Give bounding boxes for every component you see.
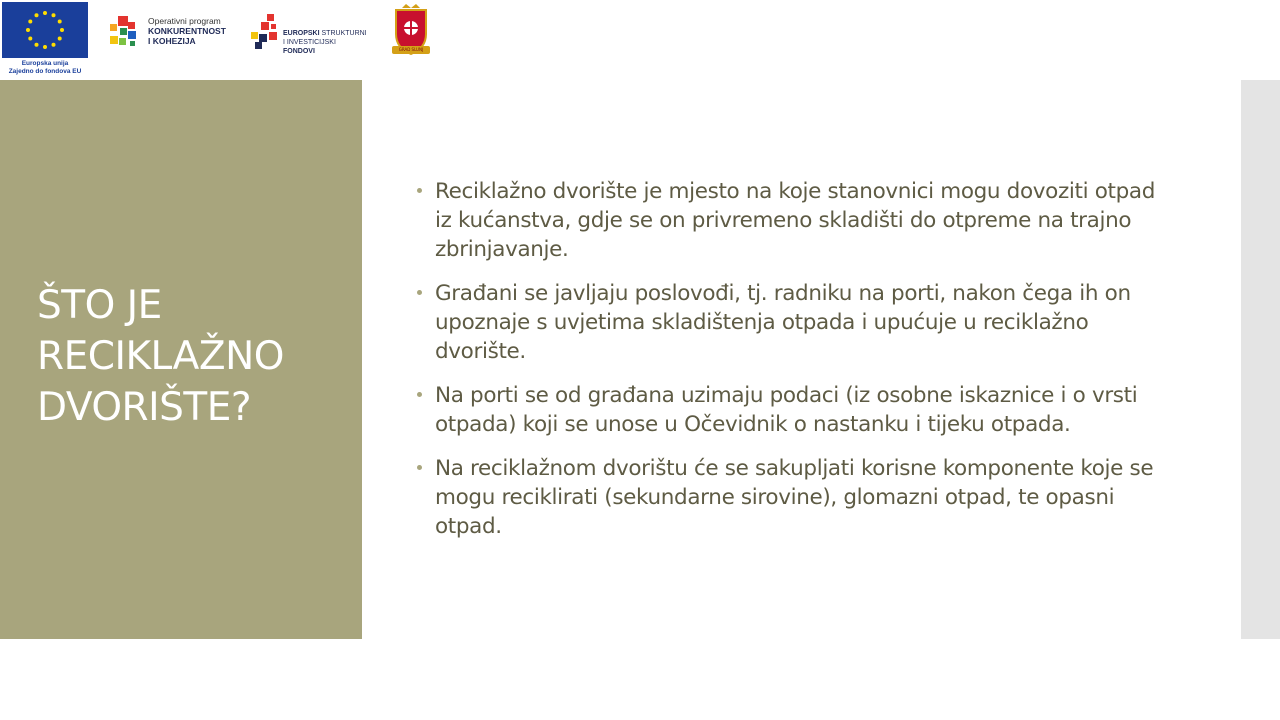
- bullet-text: Na porti se od građana uzimaju podaci (iz osobne iskaznice i o vrsti otpada) koji se unose u Očevidnik o nastanku i tijeku otpada.: [435, 383, 1138, 437]
- bullet-text: Reciklažno dvorište je mjesto na koje stanovnici mogu dovoziti otpad iz kućanstva, gdje se on privremeno skladišti do otpreme na trajno zbrinjavanje.: [435, 179, 1156, 262]
- bullet-list: [415, 177, 1175, 556]
- bullet-item: [415, 454, 1175, 541]
- bullet-item: [415, 381, 1175, 439]
- bullet-dot-icon: [417, 290, 422, 295]
- grad-slunj-coat-of-arms-icon: [388, 4, 434, 56]
- esif-logo-text: [283, 29, 369, 56]
- bullet-dot-icon: [417, 188, 422, 193]
- eu-flag-icon: [2, 2, 88, 58]
- side-strip: [1241, 80, 1280, 639]
- slide-title: ŠTO JE RECIKLAŽNO DVORIŠTE?: [37, 283, 284, 430]
- bullet-text: Građani se javljaju poslovođi, tj. radniku na porti, nakon čega ih on upoznaje s uvjetima skladištenja otpada i upućuje u reciklažno dvorište.: [435, 281, 1131, 364]
- eu-logo: [2, 2, 88, 78]
- esif-line2-bold: FONDOVI: [283, 48, 315, 55]
- esif-mosaic-icon: [249, 14, 283, 54]
- logo-strip: [0, 0, 436, 80]
- bullet-dot-icon: [417, 465, 422, 470]
- op-konkurentnost-logo: [108, 14, 233, 54]
- bullet-text: Na reciklažnom dvorištu će se sakupljati korisne komponente koje se mogu reciklirati (sekundarne sirovine), glomazni otpad, te opasni otpad.: [435, 456, 1154, 539]
- op-line2: KONKURENTNOST: [148, 26, 226, 36]
- esif-line2-rest: I INVESTICIJSKI: [283, 39, 336, 46]
- eu-caption-line1: Europska unija: [21, 60, 69, 67]
- esif-line1-rest: STRUKTURNI: [319, 30, 367, 37]
- op-logo-text: [148, 16, 226, 46]
- bullet-dot-icon: [417, 392, 422, 397]
- eu-caption: [2, 60, 88, 76]
- esif-line1-bold: EUROPSKI: [283, 30, 320, 37]
- bullet-item: [415, 279, 1175, 366]
- bullet-item: [415, 177, 1175, 264]
- op-mosaic-icon: [108, 14, 142, 48]
- eu-caption-line2: Zajedno do fondova EU: [8, 68, 82, 75]
- op-line3: I KOHEZIJA: [148, 36, 196, 46]
- esif-logo: [249, 14, 369, 54]
- op-line1: Operativni program: [148, 16, 221, 26]
- slunj-caption: GRAD SLUNJ: [398, 47, 424, 52]
